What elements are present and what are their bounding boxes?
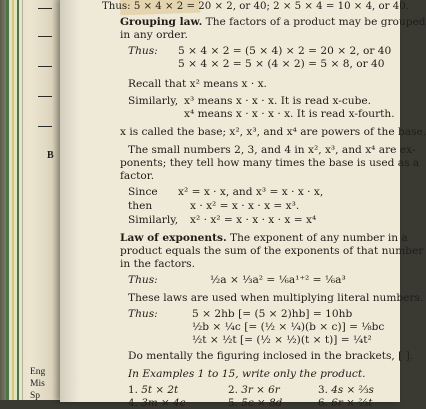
example-item bbox=[128, 384, 178, 396]
example-expression: 5t × 2t bbox=[141, 384, 179, 396]
since-equation: x² = x · x, and x³ = x · x · x, bbox=[178, 186, 324, 198]
grouping-equation-1: 5 × 4 × 2 = (5 × 4) × 2 = 20 × 2, or 40 bbox=[178, 45, 392, 57]
law-equation: ½a × ⅓a² = ⅙a¹⁺² = ⅙a³ bbox=[210, 274, 346, 286]
recall-line: Recall that x² means x · x. bbox=[128, 78, 267, 90]
example-expression: 3r × 6r bbox=[241, 384, 280, 396]
page-edge-stripe bbox=[22, 0, 23, 400]
law-of-exponents-text: The exponent of any number in a bbox=[230, 232, 408, 244]
example-number: 5. bbox=[228, 397, 238, 409]
x-fourth-line: x⁴ means x · x · x · x. It is read x-fourth. bbox=[184, 108, 395, 120]
example-number: 6. bbox=[318, 397, 328, 409]
law-of-exponents-line-2: product equals the sum of the exponents of that number bbox=[120, 245, 424, 257]
margin-tick bbox=[38, 66, 52, 67]
background-page-letter: B bbox=[47, 150, 54, 161]
thus-label-3: Thus: bbox=[128, 308, 158, 320]
example-number: 4. bbox=[128, 397, 138, 409]
x-cube-line: x³ means x · x · x. It is read x-cube. bbox=[184, 95, 372, 107]
thus-label: Thus: bbox=[128, 45, 158, 57]
thus-label-2: Thus: bbox=[128, 274, 158, 286]
example-item bbox=[318, 397, 372, 409]
exponents-line-2: ponents; they tell how many times the base is used as a bbox=[120, 157, 420, 169]
example-number: 1. bbox=[128, 384, 138, 396]
example-item bbox=[128, 397, 185, 409]
example-expression: 3m × 4c bbox=[141, 397, 186, 409]
example-expression: 5c × 8d bbox=[241, 397, 283, 409]
base-sentence: x is called the base; x², x³, and x⁴ are powers of the base. bbox=[120, 126, 426, 138]
background-page-line: Sp bbox=[30, 391, 41, 401]
similarly-label-2: Similarly, bbox=[128, 214, 179, 226]
grouping-equation-2: 5 × 4 × 2 = 5 × (4 × 2) = 5 × 8, or 40 bbox=[178, 58, 385, 70]
textbook-page bbox=[60, 0, 426, 409]
then-equation: x · x² = x · x · x = x³. bbox=[190, 200, 300, 212]
example-item bbox=[228, 384, 280, 396]
grouping-law-heading: Grouping law. bbox=[120, 16, 203, 28]
page-edge-stripe bbox=[17, 0, 19, 400]
multiply-equation-1: 5 × 2hb [= (5 × 2)hb] = 10hb bbox=[192, 308, 353, 320]
background-page-stack bbox=[0, 0, 60, 400]
example-expression: 6r × ⅔t bbox=[331, 397, 373, 409]
grouping-law-line-1 bbox=[120, 16, 426, 29]
margin-tick bbox=[38, 96, 52, 97]
example-item bbox=[228, 397, 282, 409]
mentally-instruction: Do mentally the figuring inclosed in the brackets, [ ]. bbox=[128, 350, 414, 362]
margin-tick bbox=[38, 126, 52, 127]
similarly-equation: x² · x² = x · x · x · x = x⁴ bbox=[190, 214, 317, 226]
example-number: 3. bbox=[318, 384, 328, 396]
margin-tick bbox=[38, 8, 52, 9]
since-label: Since bbox=[128, 186, 158, 198]
page-edge-stripe bbox=[6, 0, 9, 400]
laws-used-line: These laws are used when multiplying literal numbers. bbox=[128, 292, 424, 304]
grouping-law-line-2: in any order. bbox=[120, 29, 188, 41]
law-of-exponents-line-3: in the factors. bbox=[120, 258, 195, 270]
background-page-line: Eng bbox=[30, 367, 46, 377]
background-page-line: Mis bbox=[30, 379, 45, 389]
grouping-law-text: The factors of a product may be grouped bbox=[205, 16, 426, 28]
then-label: then bbox=[128, 200, 153, 212]
law-of-exponents-line-1 bbox=[120, 232, 408, 245]
similarly-label: Similarly, bbox=[128, 95, 179, 107]
exponents-line-1: The small numbers 2, 3, and 4 in x², x³, and x⁴ are ex- bbox=[128, 144, 416, 156]
margin-tick bbox=[38, 36, 52, 37]
thus-top-line: Thus: 5 × 4 × 2 = 20 × 2, or 40; 2 × 5 × 4 = 10 × 4, or 40. bbox=[102, 1, 409, 12]
example-number: 2. bbox=[228, 384, 238, 396]
example-expression: 4s × ⅔s bbox=[331, 384, 374, 396]
example-item bbox=[318, 384, 374, 396]
multiply-equation-2: ½b × ¼c [= (½ × ¼)(b × c)] = ⅛bc bbox=[192, 321, 385, 333]
examples-intro: In Examples 1 to 15, write only the product. bbox=[128, 368, 366, 380]
multiply-equation-3: ½t × ½t [= (½ × ½)(t × t)] = ¼t² bbox=[192, 334, 372, 346]
law-of-exponents-heading: Law of exponents. bbox=[120, 232, 227, 244]
page-edge-stripe bbox=[12, 0, 14, 400]
exponents-line-3: factor. bbox=[120, 170, 155, 182]
